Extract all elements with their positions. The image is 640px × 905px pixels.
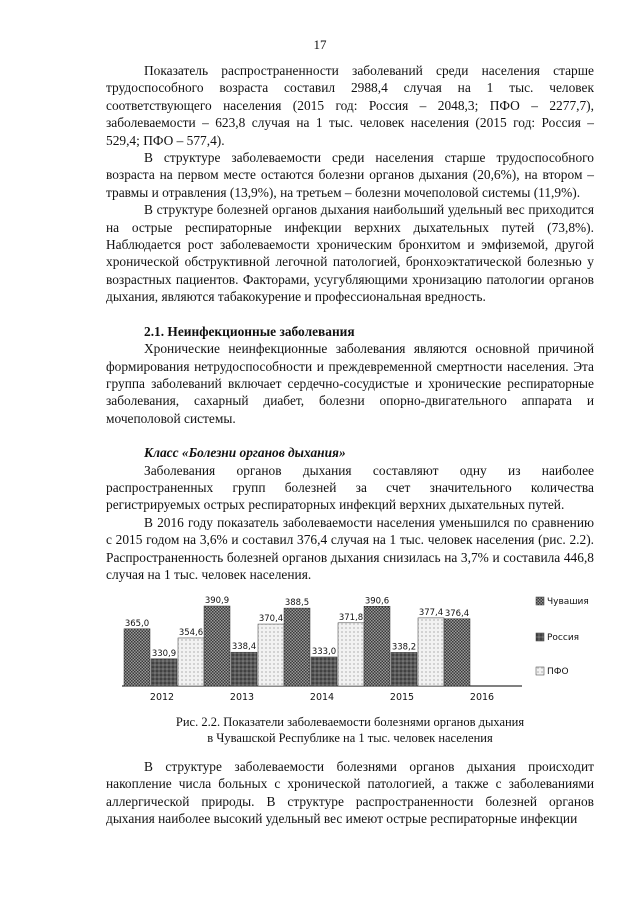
data-label-Чувашия-2012: 365,0 [124,618,150,629]
data-label-Россия-2012: 330,9 [151,648,177,659]
caption-line-1: Рис. 2.2. Показатели заболеваемости болезнями органов дыхания [175,715,525,729]
paragraph-6: В 2016 году показатель заболеваемости населения уменьшился по сравнению с 2015 годом на 3,6% и составил 376,4 случая на 1 тыс. человек населения (рис. 2.2). Распространенность болезней органов дыхания снизилась на 3,7% и составила 446,8 случая на 1 тыс. человек населения. [106,514,594,582]
bar-chart [116,578,596,708]
x-tick-label-2014: 2014 [309,692,335,703]
paragraph-7: В структуре заболеваемости болезнями органов дыхания происходит накопление числа больных с хронической патологией, а также с заболеваниями аллергической природы. В структуре распространенности болезней органов дыхания наиболее высокий удельный вес имеют острые респираторные инфекции [106,759,594,827]
data-label-ПФО-2013: 370,4 [258,614,284,625]
legend-label-ПФО: ПФО [547,667,569,677]
legend-label-Россия: Россия [547,633,580,643]
figure-caption [106,714,594,746]
page-number: 17 [313,37,327,52]
bar-Чувашия-2015 [364,606,390,686]
paragraph-4: Хронические неинфекционные заболевания являются основной причиной формирования нетрудоспособности и преждевременной смертности населения. Эта группа заболеваний включает сердечно-сосудистые и хронические респираторные заболевания, сахарный диабет, болезни опорно-двигательного аппарата и мочеполовой системы. [106,341,594,426]
paragraph-1: Показатель распространенности заболеваний среди населения старше трудоспособного возраста составил 2988,4 случая на 1 тыс. человек соответствующего населения (2015 год: Россия – 2048,3; ПФО – 2277,7), заболеваемости – 623,8 случая на 1 тыс. человек населения (2015 год: Россия – 529,4; ПФО – 577,4). [106,63,594,148]
legend-swatch-Чувашия [536,597,544,605]
data-label-ПФО-2014: 371,8 [338,612,364,623]
bar-ПФО-2014 [338,623,364,686]
bar-ПФО-2012 [178,638,204,686]
bar-ПФО-2013 [258,624,284,686]
caption-line-2: в Чувашской Республике на 1 тыс. человек населения [207,731,493,745]
data-label-Чувашия-2016: 376,4 [444,608,470,619]
data-label-Чувашия-2015: 390,6 [364,596,390,607]
data-label-ПФО-2015: 377,4 [418,607,444,618]
bar-Чувашия-2013 [204,606,230,686]
paragraph-5: Заболевания органов дыхания составляют одну из наиболее распространенных групп болезней за счет значительного количества регистрируемых острых респираторных инфекций верхних дыхательных путей. [106,462,594,513]
bar-Россия-2014 [311,657,337,686]
data-label-Чувашия-2014: 388,5 [284,598,310,609]
bar-Чувашия-2012 [124,629,150,686]
data-label-Россия-2015: 338,2 [391,642,417,653]
paragraph-2: В структуре заболеваемости среди населения старше трудоспособного возраста на первом месте остаются болезни органов дыхания (20,6%), на втором – травмы и отравления (13,9%), на третьем – болезни мочеполовой системы (11,9%). [106,150,594,200]
data-label-ПФО-2012: 354,6 [178,627,204,638]
data-label-Россия-2013: 338,4 [231,642,257,653]
bar-Россия-2012 [151,659,177,686]
legend-swatch-ПФО [536,667,544,675]
bar-Чувашия-2016 [444,619,470,686]
data-label-Россия-2014: 333,0 [311,646,337,657]
section-heading: 2.1. Неинфекционные заболевания [144,323,355,339]
x-tick-label-2012: 2012 [149,692,175,703]
bar-Россия-2015 [391,652,417,686]
legend-swatch-Россия [536,633,544,641]
x-tick-label-2015: 2015 [389,692,415,703]
legend-label-Чувашия: Чувашия [547,597,589,607]
text-block-top [106,62,594,583]
x-tick-label-2013: 2013 [229,692,255,703]
x-tick-label-2016: 2016 [469,692,495,703]
bar-Чувашия-2014 [284,608,310,686]
paragraph-3: В структуре болезней органов дыхания наибольший удельный вес приходится на острые респираторные инфекции верхних дыхательных путей (73,8%). Наблюдается рост заболеваемости хроническим бронхитом и эмфиземой, другой хронической обструктивной легочной патологией, бронхоэктатической болезнью у возрастных пациентов. Факторами, усугубляющими хронизацию патологии органов дыхания, являются табакокурение и профессиональная вредность. [106,202,594,305]
data-label-Чувашия-2013: 390,9 [204,596,230,607]
text-block-bottom [106,758,594,828]
bar-ПФО-2015 [418,618,444,686]
bar-Россия-2013 [231,652,257,686]
class-heading: Класс «Болезни органов дыхания» [144,445,346,461]
